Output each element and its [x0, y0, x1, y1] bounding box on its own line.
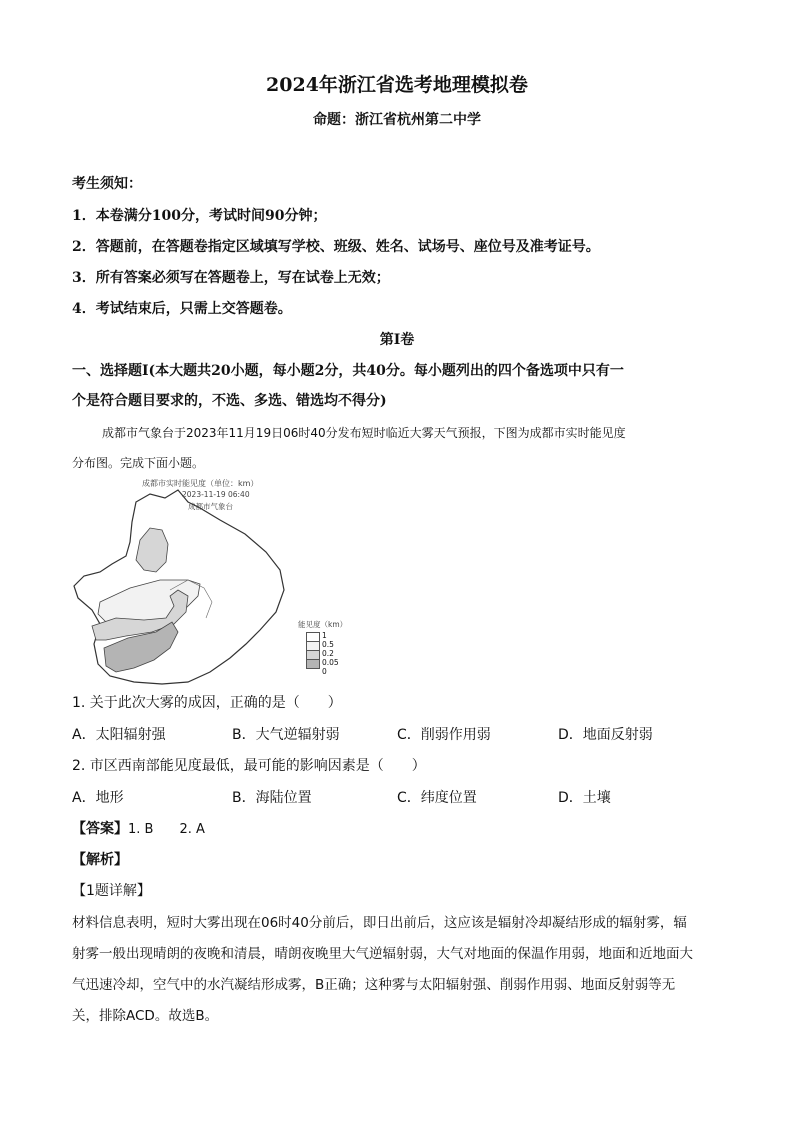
question-2-stem: 2. 市区西南部能见度最低，最可能的影响因素是（ ）	[72, 758, 426, 774]
notice-item-1: 1．本卷满分100分，考试时间90分钟；	[72, 208, 327, 224]
legend-label-1: 1	[322, 631, 327, 640]
detail-line-1: 材料信息表明，短时大雾出现在06时40分前后，即日出前后，这应该是辐射冷却凝结形成的辐射雾，辐	[72, 915, 687, 931]
section-heading-line1: 一、选择题Ⅰ(本大题共20小题，每小题2分，共40分。每小题列出的四个备选项中只有一	[72, 363, 624, 379]
question-2-option-b: B．海陆位置	[232, 790, 312, 806]
legend-label-0: 0	[322, 667, 327, 676]
question-1-option-d: D．地面反射弱	[558, 727, 653, 743]
notice-item-3: 3．所有答案必须写在答题卷上，写在试卷上无效；	[72, 270, 390, 286]
answer-text: 1. B 2. A	[128, 822, 205, 837]
legend-label-0.05: 0.05	[322, 658, 339, 667]
question-1-option-c: C．削弱作用弱	[397, 727, 491, 743]
map-title: 成都市实时能见度（单位：km）	[142, 479, 259, 488]
page-title: 2024年浙江省选考地理模拟卷	[266, 74, 528, 96]
question-2-option-a: A．地形	[72, 790, 124, 806]
detail-line-3: 气迅速冷却，空气中的水汽凝结形成雾，B正确；这种雾与太阳辐射强、削弱作用弱、地面反射弱等无	[72, 977, 676, 993]
map-source: 成都市气象台	[188, 502, 233, 511]
detail-line-2: 射雾一般出现晴朗的夜晚和清晨，晴朗夜晚里大气逆辐射弱，大气对地面的保温作用弱，地面和近地面大	[72, 946, 693, 962]
notice-item-2: 2．答题前，在答题卷指定区域填写学校、班级、姓名、试场号、座位号及准考证号。	[72, 239, 600, 255]
legend-label-0.5: 0.5	[322, 640, 334, 649]
analysis-label: 【解析】	[72, 852, 128, 868]
legend-swatch-0.05	[306, 659, 320, 669]
question-2-option-c: C．纬度位置	[397, 790, 477, 806]
visibility-map	[70, 472, 370, 687]
notice-item-4: 4．考试结束后，只需上交答题卷。	[72, 301, 292, 317]
detail-label: 【1题详解】	[72, 883, 151, 899]
question-1-option-a: A．太阳辐射强	[72, 727, 166, 743]
map-date: 2023-11-19 06:40	[182, 490, 250, 499]
legend-title: 能见度（km）	[298, 620, 348, 629]
intro-line2: 分布图。完成下面小题。	[72, 456, 205, 470]
question-1-option-b: B．大气逆辐射弱	[232, 727, 340, 743]
question-2-option-d: D．土壤	[558, 790, 611, 806]
legend-label-0.2: 0.2	[322, 649, 334, 658]
answer-block	[72, 818, 205, 838]
page-subtitle: 命题：浙江省杭州第二中学	[313, 112, 481, 128]
detail-line-4: 关，排除ACD。故选B。	[72, 1008, 219, 1024]
intro-line1: 成都市气象台于2023年11月19日06时40分发布短时临近大雾天气预报，下图为成都市实时能见度	[102, 426, 626, 440]
notice-heading: 考生须知：	[72, 176, 142, 192]
volume-heading: 第Ⅰ卷	[379, 332, 415, 348]
answer-label: 【答案】	[72, 821, 128, 837]
section-heading-line2: 个是符合题目要求的，不选、多选、错选均不得分)	[72, 393, 387, 409]
question-1-stem: 1. 关于此次大雾的成因，正确的是（ ）	[72, 695, 342, 711]
